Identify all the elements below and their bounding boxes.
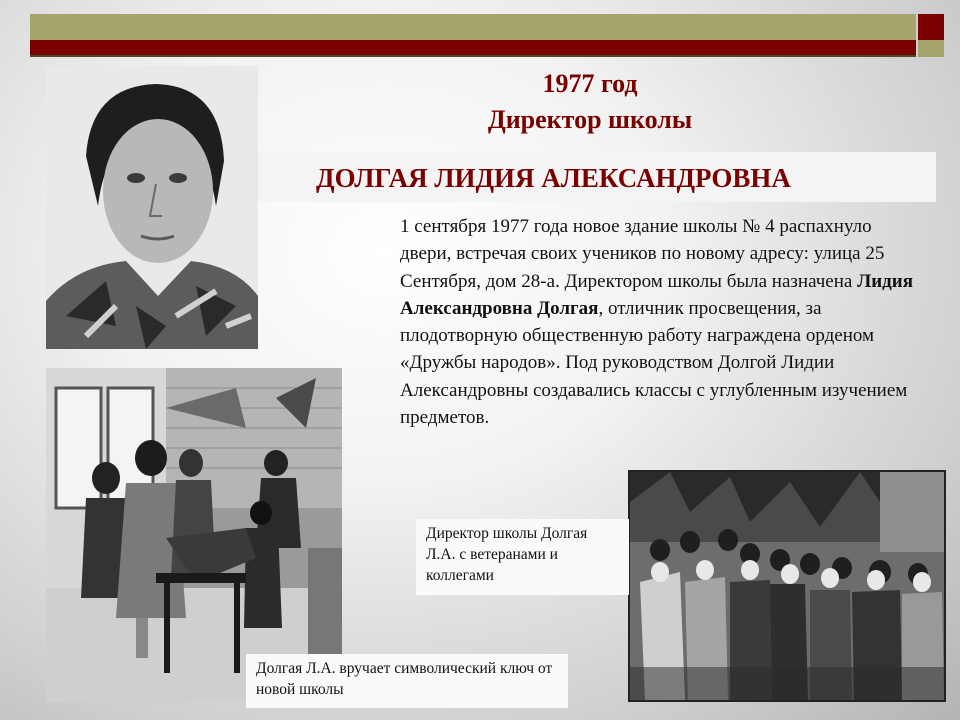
director-name: ДОЛГАЯ ЛИДИЯ АЛЕКСАНДРОВНА bbox=[316, 163, 791, 193]
heading-role: Директор школы bbox=[487, 105, 693, 134]
decor-bar-red bbox=[30, 40, 916, 55]
body-text-part2: , отличник просвещения, за плодотворную общественную работу награждена орденом «Дружбы народов». Под руководством Долгой Лидии Александровны создавались классы с углубленным изучением предметов. bbox=[400, 297, 908, 429]
body-bold-name: Лидия Александровна Долгая bbox=[400, 270, 914, 319]
portrait-photo bbox=[46, 66, 258, 349]
decor-bar-line bbox=[30, 55, 916, 57]
body-paragraph bbox=[400, 213, 925, 431]
veterans-photo bbox=[628, 470, 946, 702]
caption-veterans: Директор школы Долгая Л.А. с ветеранами и коллегами bbox=[416, 519, 629, 595]
caption-key-ceremony: Долгая Л.А. вручает символический ключ от новой школы bbox=[246, 654, 568, 708]
decor-square-red bbox=[918, 14, 944, 40]
ceremony-photo bbox=[46, 368, 342, 702]
decor-square-olive bbox=[918, 40, 944, 57]
slide-heading bbox=[420, 66, 760, 138]
decor-bar-olive bbox=[30, 14, 916, 40]
heading-year: 1977 год bbox=[542, 69, 638, 98]
body-text-part1: 1 сентября 1977 года новое здание школы № 4 распахнуло двери, встречая своих учеников по новому адресу: улица 25 Сентября, дом 28-а. Директором школы была назначена bbox=[400, 216, 885, 292]
